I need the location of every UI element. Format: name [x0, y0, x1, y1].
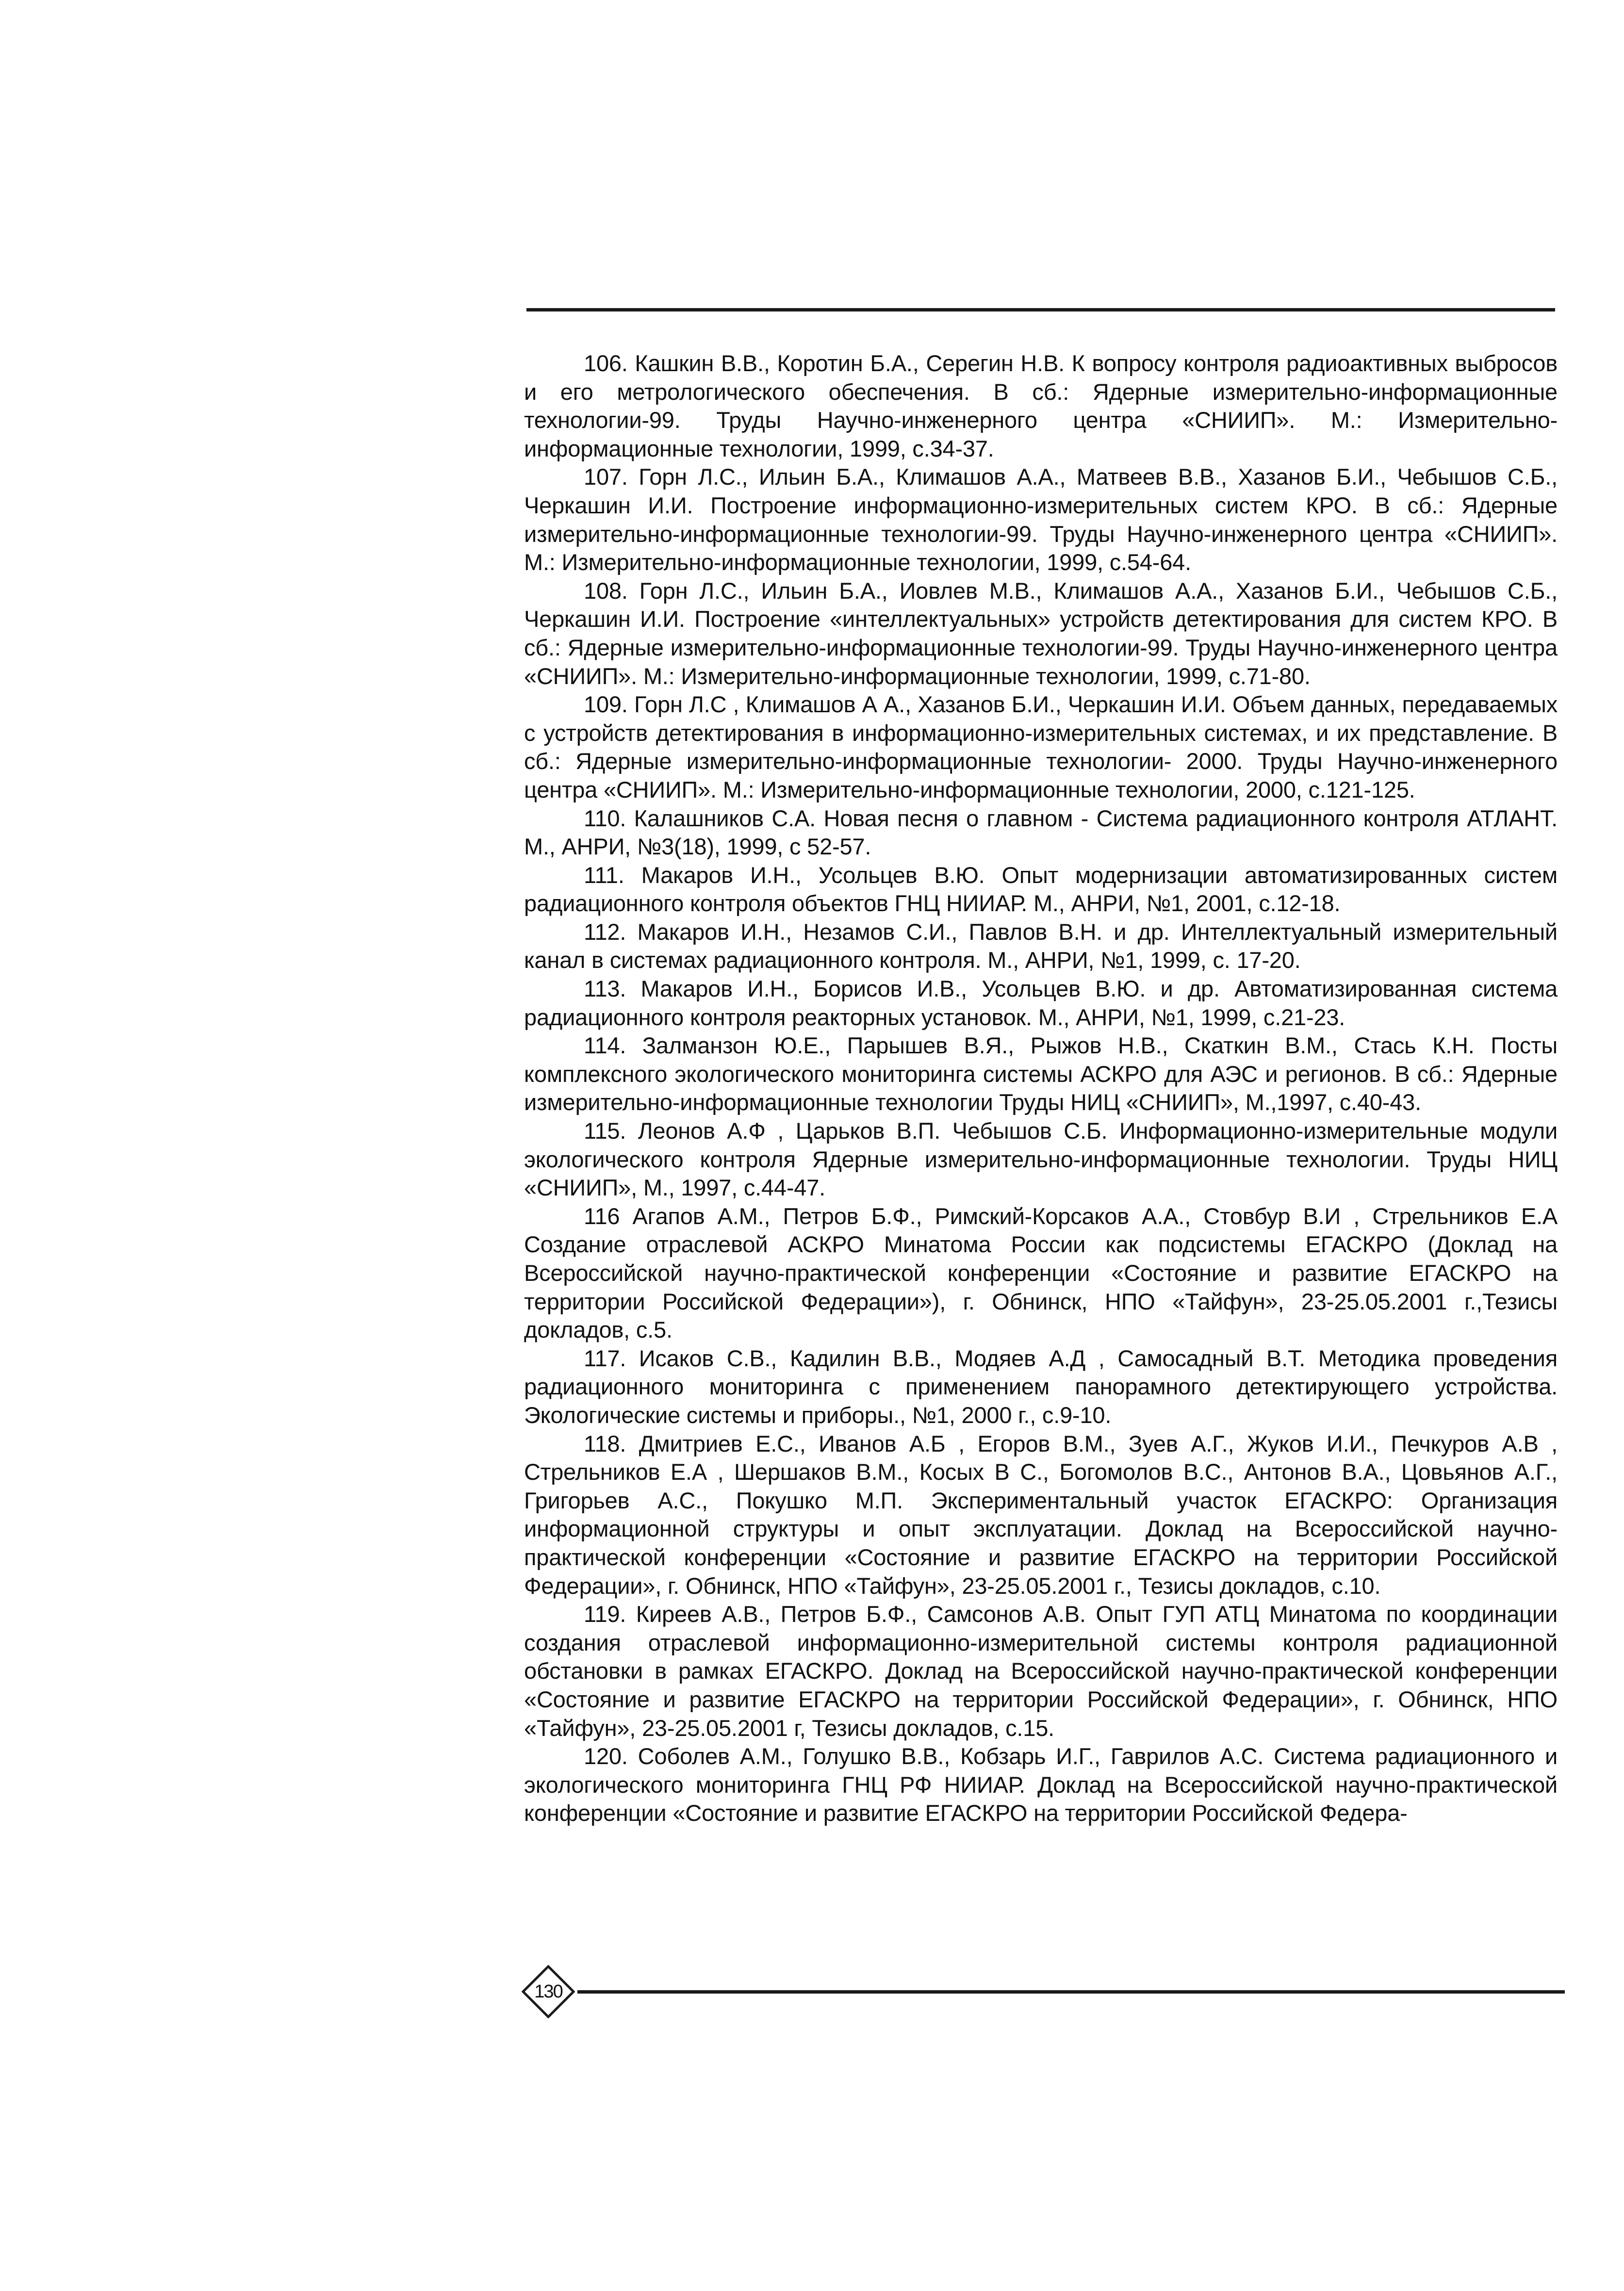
header-rule	[526, 308, 1555, 311]
reference-107: 107. Горн Л.С., Ильин Б.А., Климашов А.А., Матвеев В.В., Хазанов Б.И., Чебышов С.Б., Черкашин И.И. Построение информационно-измерительных систем КРО. В сб.: Ядерные измерительно-информационные технологии-99. Труды Научно-инженерного центра «СНИИП». М.: Измерительно-информационные технологии, 1999, с.54-64.	[524, 464, 1558, 575]
page-number-badge	[522, 1965, 575, 2018]
reference-120: 120. Соболев А.М., Голушко В.В., Кобзарь И.Г., Гаврилов А.С. Система радиационного и экологического мониторинга ГНЦ РФ НИИАР. Доклад на Всероссийской научно-практической конференции «Состояние и развитие ЕГАСКРО на территории Российской Федера-	[524, 1743, 1558, 1826]
reference-116: 116 Агапов А.М., Петров Б.Ф., Римский-Корсаков А.А., Стовбур В.И , Стрельников Е.А Создание отраслевой АСКРО Минатома России как подсистемы ЕГАСКРО (Доклад на Всероссийской научно-практической конференции «Состояние и развитие ЕГАСКРО на территории Российской Федерации»), г. Обнинск, НПО «Тайфун», 23-25.05.2001 г.,Тезисы докладов, с.5.	[524, 1203, 1558, 1343]
footer-rule	[577, 1990, 1565, 1994]
reference-111: 111. Макаров И.Н., Усольцев В.Ю. Опыт модернизации автоматизированных систем радиационного контроля объектов ГНЦ НИИАР. М., АНРИ, №1, 2001, с.12-18.	[524, 862, 1558, 916]
reference-106: 106. Кашкин В.В., Коротин Б.А., Серегин Н.В. К вопросу контроля радиоактивных выбросов и его метрологического обеспечения. В сб.: Ядерные измерительно-информационные технологии-99. Труды Научно-инженерного центра «СНИИП». М.: Измерительно-информационные технологии, 1999, с.34-37.	[524, 350, 1558, 461]
reference-117: 117. Исаков С.В., Кадилин В.В., Модяев А.Д , Самосадный В.Т. Методика проведения радиационного мониторинга с применением панорамного детектирующего устройства. Экологические системы и приборы., №1, 2000 г., с.9-10.	[524, 1345, 1558, 1428]
reference-119: 119. Киреев А.В., Петров Б.Ф., Самсонов А.В. Опыт ГУП АТЦ Минатома по координации создания отраслевой информационно-измерительной системы контроля радиационной обстановки в рамках ЕГАСКРО. Доклад на Всероссийской научно-практической конференции «Состояние и развитие ЕГАСКРО на территории Российской Федерации», г. Обнинск, НПО «Тайфун», 23-25.05.2001 г, Тезисы докладов, с.15.	[524, 1601, 1558, 1741]
page-footer	[512, 1960, 1565, 2023]
reference-113: 113. Макаров И.Н., Борисов И.В., Усольцев В.Ю. и др. Автоматизированная система радиационного контроля реакторных установок. М., АНРИ, №1, 1999, с.21-23.	[524, 976, 1558, 1030]
reference-109: 109. Горн Л.С , Климашов А А., Хазанов Б.И., Черкашин И.И. Объем данных, передаваемых с устройств детектирования в информационно-измерительных системах, и их представление. В сб.: Ядерные измерительно-информационные технологии- 2000. Труды Научно-инженерного центра «СНИИП». М.: Измерительно-информационные технологии, 2000, с.121-125.	[524, 691, 1558, 802]
reference-118: 118. Дмитриев Е.С., Иванов А.Б , Егоров В.М., Зуев А.Г., Жуков И.И., Печкуров А.В , Стрельников Е.А , Шершаков В.М., Косых В С., Богомолов В.С., Антонов В.А., Цовьянов А.Г., Григорьев А.С., Покушко М.П. Экспериментальный участок ЕГАСКРО: Организация информационной структуры и опыт эксплуатации. Доклад на Всероссийской научно-практической конференции «Состояние и развитие ЕГАСКРО на территории Российской Федерации», г. Обнинск, НПО «Тайфун», 23-25.05.2001 г., Тезисы докладов, с.10.	[524, 1430, 1558, 1599]
page-number: 130	[534, 1981, 562, 2002]
reference-114: 114. Залманзон Ю.Е., Парышев В.Я., Рыжов Н.В., Скаткин В.М., Стась К.Н. Посты комплексного экологического мониторинга системы АСКРО для АЭС и регионов. В сб.: Ядерные измерительно-информационные технологии Труды НИЦ «СНИИП», М.,1997, с.40-43.	[524, 1032, 1558, 1115]
reference-110: 110. Калашников С.А. Новая песня о главном - Система радиационного контроля АТЛАНТ. М., АНРИ, №3(18), 1999, с 52-57.	[524, 805, 1558, 860]
reference-112: 112. Макаров И.Н., Незамов С.И., Павлов В.Н. и др. Интеллектуальный измерительный канал в системах радиационного контроля. М., АНРИ, №1, 1999, с. 17-20.	[524, 918, 1558, 973]
reference-115: 115. Леонов А.Ф , Царьков В.П. Чебышов С.Б. Информационно-измерительные модули экологического контроля Ядерные измерительно-информационные технологии. Труды НИЦ «СНИИП», М., 1997, с.44-47.	[524, 1118, 1558, 1201]
reference-108: 108. Горн Л.С., Ильин Б.А., Иовлев М.В., Климашов А.А., Хазанов Б.И., Чебышов С.Б., Черкашин И.И. Построение «интеллектуальных» устройств детектирования для систем КРО. В сб.: Ядерные измерительно-информационные технологии-99. Труды Научно-инженерного центра «СНИИП». М.: Измерительно-информационные технологии, 1999, с.71-80.	[524, 577, 1558, 689]
reference-list	[524, 349, 1558, 1828]
